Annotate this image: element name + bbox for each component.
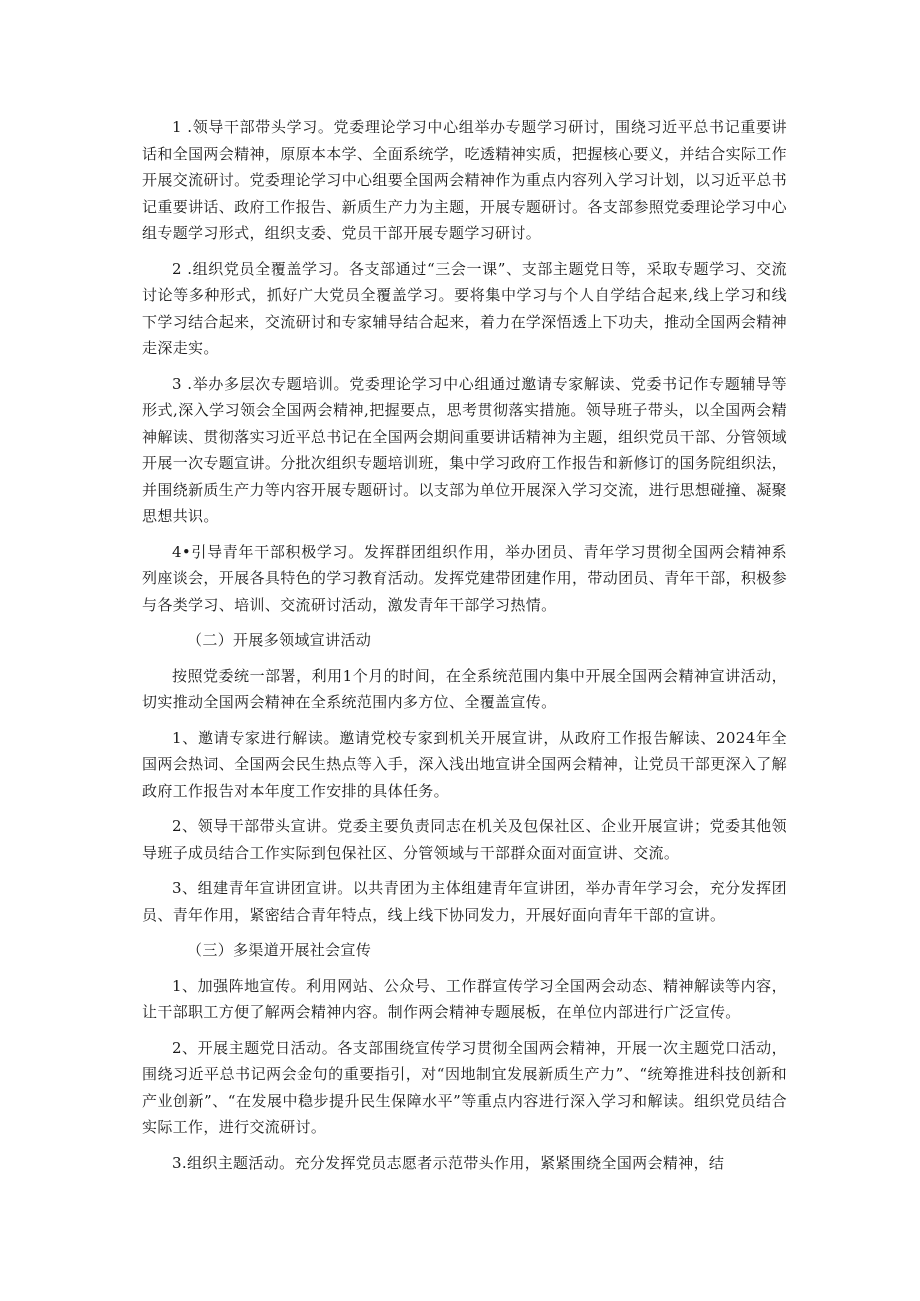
paragraph-expert-lecture: 1、邀请专家进行解读。邀请党校专家到机关开展宣讲，从政府工作报告解读、2024年全国两会热词、全国两会民生热点等入手，深入浅出地宣讲全国两会精神，让党员干部更深入了解政府工作报告对本年度工作安排的具体任务。 xyxy=(142,728,787,800)
paragraph-training: 3 .举办多层次专题培训。党委理论学习中心组通过邀请专家解读、党委书记作专题辅导等形式,深入学习领会全国两会精神,把握要点，思考贯彻落实措施。领导班子带头，以全国两会精神解读、贯彻落实习近平总书记在全国两会期间重要讲话精神为主题，组织党员干部、分管领域开展一次专题宣讲。分批次组织专题培训班，集中学习政府工作报告和新修订的国务院组织法，并围绕新质生产力等内容开展专题研讨。以支部为单位开展深入学习交流，进行思想碰撞、凝聚思想共识。 xyxy=(142,374,787,525)
paragraph-youth-study: 4•引导青年干部积极学习。发挥群团组织作用，举办团员、青年学习贯彻全国两会精神系列座谈会，开展各具特色的学习教育活动。发挥党建带团建作用，带动团员、青年干部，积极参与各类学习、培训、交流研讨活动，激发青年干部学习热情。 xyxy=(142,542,787,614)
paragraph-publicity-positions: 1、加强阵地宣传。利用网站、公众号、工作群宣传学习全国两会动态、精神解读等内容，让干部职工方便了解两会精神内容。制作两会精神专题展板，在单位内部进行广泛宣传。 xyxy=(142,976,787,1021)
paragraph-leader-lecture: 2、领导干部带头宣讲。党委主要负责同志在机关及包保社区、企业开展宣讲；党委其他领导班子成员结合工作实际到包保社区、分管领域与干部群众面对面宣讲、交流。 xyxy=(142,817,787,862)
paragraph-party-day: 2、开展主题党日活动。各支部围绕宣传学习贯彻全国两会精神，开展一次主题党口活动，围绕习近平总书记两会金句的重要指引，对“因地制宜发展新质生产力”、“统筹推进科技创新和产业创新”、“在发展中稳步提升民生保障水平”等重点内容进行深入学习和解读。组织党员结合实际工作，进行交流研讨。 xyxy=(142,1038,787,1136)
paragraph-members-study: 2 .组织党员全覆盖学习。各支部通过“三会一课”、支部主题党日等，采取专题学习、交流讨论等多种形式，抓好广大党员全覆盖学习。要将集中学习与个人自学结合起来,线上学习和线下学习结合起来，交流研讨和专家辅导结合起来，着力在学深悟透上下功夫，推动全国两会精神走深走实。 xyxy=(142,259,787,357)
document-page xyxy=(142,114,787,1185)
paragraph-youth-lecture: 3、组建青年宣讲团宣讲。以共青团为主体组建青年宣讲团，举办青年学习会，充分发挥团员、青年作用，紧密结合青年特点，线上线下协同发力，开展好面向青年干部的宣讲。 xyxy=(142,879,787,924)
section-heading-publicity: （三）多渠道开展社会宣传 xyxy=(187,941,372,959)
paragraph-theme-activity: 3.组织主题活动。充分发挥党员志愿者示范带头作用，紧紧围绕全国两会精神，结 xyxy=(172,1153,725,1172)
paragraph-leaders-study: 1 .领导干部带头学习。党委理论学习中心组举办专题学习研讨，围绕习近平总书记重要讲话和全国两会精神，原原本本学、全面系统学，吃透精神实质，把握核心要义，并结合实际工作开展交流研讨。党委理论学习中心组要全国两会精神作为重点内容列入学习计划，以习近平总书记重要讲话、政府工作报告、新质生产力为主题，开展专题研讨。各支部参照党委理论学习中心组专题学习形式，组织支委、党员干部开展专题学习研讨。 xyxy=(142,118,787,242)
paragraph-lectures-intro: 按照党委统一部署，利用1个月的时间，在全系统范围内集中开展全国两会精神宣讲活动，切实推动全国两会精神在全系统范围内多方位、全覆盖宣传。 xyxy=(142,666,787,711)
section-heading-lectures: （二）开展多领域宣讲活动 xyxy=(187,631,372,649)
